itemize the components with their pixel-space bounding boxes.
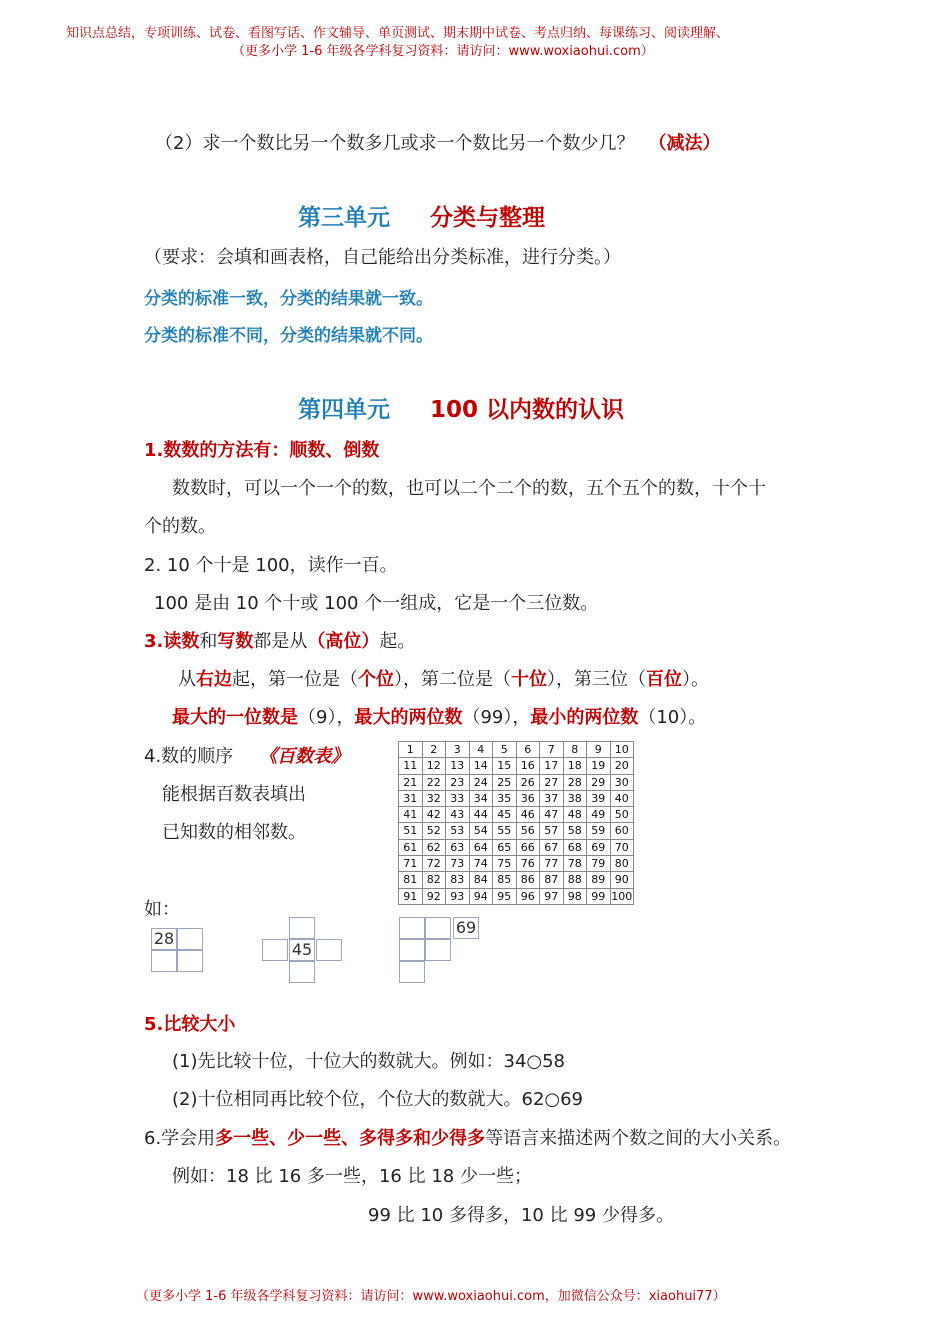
hundred-chart-cell: 68	[564, 840, 588, 856]
read-number: 3.读数	[144, 631, 200, 652]
hundred-chart-cell: 26	[517, 775, 541, 791]
hundred-chart-cell: 45	[493, 807, 517, 823]
hundred-chart-cell: 37	[540, 791, 564, 807]
intro-answer: （减法）	[648, 133, 721, 154]
hundred-chart-cell: 12	[423, 758, 447, 774]
hundred-chart-cell: 11	[399, 758, 423, 774]
puzzle2-cell	[262, 939, 288, 961]
hundred-chart-cell: 64	[470, 840, 494, 856]
hundred-chart-cell: 31	[399, 791, 423, 807]
hundred-chart-cell: 87	[540, 872, 564, 888]
hundred-chart-cell: 28	[564, 775, 588, 791]
puzzle3-cell	[399, 917, 425, 939]
hundred-chart-cell: 91	[399, 889, 423, 905]
unit4-heading	[298, 391, 624, 424]
hundred-chart-cell: 42	[423, 807, 447, 823]
hundreds-place: 百位	[646, 669, 682, 690]
hundred-chart-cell: 3	[446, 742, 470, 758]
hundred-chart	[398, 741, 634, 905]
hundred-chart-cell: 83	[446, 872, 470, 888]
section-1-line-2: 个的数。	[144, 516, 216, 537]
hundred-chart-cell: 96	[517, 889, 541, 905]
hundred-chart-cell: 10	[611, 742, 635, 758]
hundred-chart-cell: 85	[493, 872, 517, 888]
largest-one-digit: 最大的一位数是	[172, 707, 298, 728]
hundred-chart-cell: 95	[493, 889, 517, 905]
puzzle2-cell	[316, 939, 342, 961]
puzzle1-cell-28: 28	[151, 928, 177, 950]
hundred-chart-cell: 44	[470, 807, 494, 823]
hundred-chart-cell: 2	[423, 742, 447, 758]
smallest-two-digit-value: （10）。	[638, 707, 707, 728]
hundred-chart-cell: 65	[493, 840, 517, 856]
start-end-text: 起。	[379, 631, 416, 652]
hundred-chart-cell: 82	[423, 872, 447, 888]
hundred-chart-cell: 71	[399, 856, 423, 872]
hundred-chart-cell: 58	[564, 823, 588, 839]
unit3-topic: 分类与整理	[430, 205, 545, 231]
hundred-chart-cell: 51	[399, 823, 423, 839]
header-line-2: （更多小学 1-6 年级各学科复习资料：请访问：www.woxiaohui.com）	[232, 44, 654, 59]
unit3-heading	[298, 199, 545, 232]
section-1-line-1: 数数时，可以一个一个的数，也可以二个二个的数，五个五个的数，十个十	[172, 478, 766, 499]
hundred-chart-cell: 23	[446, 775, 470, 791]
hundred-chart-cell: 40	[611, 791, 635, 807]
hundred-chart-cell: 15	[493, 758, 517, 774]
and-text: 和	[199, 631, 218, 652]
puzzle3-cell	[425, 917, 451, 939]
hundred-chart-cell: 25	[493, 775, 517, 791]
hundred-chart-cell: 75	[493, 856, 517, 872]
hundred-chart-cell: 50	[611, 807, 635, 823]
puzzle1-cell	[177, 950, 203, 972]
hundred-chart-cell: 49	[587, 807, 611, 823]
hundred-chart-cell: 55	[493, 823, 517, 839]
hundred-chart-cell: 18	[564, 758, 588, 774]
section-3-line-3	[172, 703, 706, 729]
comparison-words: 多一些、少一些、多得多和少得多	[215, 1128, 486, 1149]
largest-two-digit-value: （99），	[462, 707, 531, 728]
puzzle2-cell	[289, 961, 315, 983]
hundred-chart-cell: 63	[446, 840, 470, 856]
hundred-chart-cell: 16	[517, 758, 541, 774]
hundred-chart-cell: 36	[517, 791, 541, 807]
hundred-chart-cell: 74	[470, 856, 494, 872]
section-2-line-1: 2. 10 个十是 100，读作一百。	[144, 555, 398, 576]
hundred-chart-cell: 80	[611, 856, 635, 872]
hundred-chart-cell: 5	[493, 742, 517, 758]
intro-line	[155, 129, 720, 155]
section-5-title: 5.比较大小	[144, 1014, 236, 1035]
hundred-chart-cell: 41	[399, 807, 423, 823]
hundred-chart-cell: 70	[611, 840, 635, 856]
from-text: 从	[178, 669, 196, 690]
footer: （更多小学 1-6 年级各学科复习资料：请访问：www.woxiaohui.com，加微信公众号：xiaohui77）	[136, 1289, 726, 1304]
order-label: 4.数的顺序	[144, 746, 234, 767]
section-4-label	[144, 742, 349, 768]
hundred-chart-cell: 7	[540, 742, 564, 758]
hundred-chart-cell: 84	[470, 872, 494, 888]
hundred-chart-cell: 21	[399, 775, 423, 791]
hundred-chart-cell: 94	[470, 889, 494, 905]
hundred-chart-cell: 92	[423, 889, 447, 905]
hundred-chart-cell: 56	[517, 823, 541, 839]
hundred-chart-cell: 60	[611, 823, 635, 839]
second-place-text: ），第二位是（	[394, 669, 511, 690]
close-text: ）。	[682, 669, 709, 690]
hundred-chart-cell: 78	[564, 856, 588, 872]
hundred-chart-cell: 8	[564, 742, 588, 758]
hundred-chart-cell: 43	[446, 807, 470, 823]
hundred-chart-cell: 14	[470, 758, 494, 774]
intro-question: （2）求一个数比另一个数多几或求一个数比另一个数少几？	[155, 133, 635, 154]
hundred-chart-cell: 20	[611, 758, 635, 774]
write-number: 写数	[217, 631, 254, 652]
first-place-text: 起，第一位是（	[232, 669, 358, 690]
puzzle1-cell	[177, 928, 203, 950]
hundred-chart-cell: 46	[517, 807, 541, 823]
puzzle1-cell	[151, 950, 177, 972]
hundred-chart-cell: 61	[399, 840, 423, 856]
largest-two-digit: 最大的两位数	[354, 707, 463, 728]
section-1-title: 1.数数的方法有：顺数、倒数	[144, 440, 380, 461]
hundred-chart-cell: 22	[423, 775, 447, 791]
section-4-desc-2: 已知数的相邻数。	[162, 822, 306, 843]
section-2-line-2: 100 是由 10 个十或 100 个一组成，它是一个三位数。	[154, 593, 599, 614]
hundred-chart-cell: 29	[587, 775, 611, 791]
hundred-chart-cell: 27	[540, 775, 564, 791]
hundred-chart-cell: 34	[470, 791, 494, 807]
puzzle2-cell	[289, 917, 315, 939]
describe-text: 等语言来描述两个数之间的大小关系。	[485, 1128, 792, 1149]
hundred-chart-cell: 81	[399, 872, 423, 888]
hundred-chart-title: 《百数表》	[259, 746, 350, 767]
hundred-chart-cell: 100	[611, 889, 635, 905]
puzzle3-cell-69: 69	[453, 917, 479, 939]
ones-place: 个位	[358, 669, 394, 690]
hundred-chart-cell: 59	[587, 823, 611, 839]
unit3-rule-1: 分类的标准一致，分类的结果就一致。	[144, 289, 433, 309]
hundred-chart-cell: 38	[564, 791, 588, 807]
puzzle3-cell	[399, 961, 425, 983]
start-from-text: 都是从	[253, 631, 308, 652]
hundred-chart-cell: 90	[611, 872, 635, 888]
hundred-chart-cell: 72	[423, 856, 447, 872]
unit3-requirement: （要求：会填和画表格，自己能给出分类标准，进行分类。）	[144, 247, 621, 268]
unit3-rule-2: 分类的标准不同，分类的结果就不同。	[144, 326, 433, 346]
unit4-topic: 100 以内数的认识	[430, 397, 625, 423]
puzzle3-cell	[425, 939, 451, 961]
example-label: 如：	[144, 899, 180, 920]
hundred-chart-cell: 73	[446, 856, 470, 872]
hundred-chart-cell: 88	[564, 872, 588, 888]
hundred-chart-cell: 79	[587, 856, 611, 872]
learn-to-use: 6.学会用	[144, 1128, 216, 1149]
section-6-example-2: 99 比 10 多得多，10 比 99 少得多。	[368, 1205, 674, 1226]
hundred-chart-cell: 30	[611, 775, 635, 791]
hundred-chart-cell: 98	[564, 889, 588, 905]
hundred-chart-cell: 19	[587, 758, 611, 774]
largest-one-digit-value: （9），	[298, 707, 355, 728]
hundred-chart-cell: 57	[540, 823, 564, 839]
hundred-chart-cell: 76	[517, 856, 541, 872]
puzzle2-cell-45: 45	[289, 939, 315, 961]
section-5-line-1: (1)先比较十位，十位大的数就大。例如：34○58	[172, 1051, 566, 1072]
section-3-line-2	[178, 665, 709, 691]
hundred-chart-cell: 54	[470, 823, 494, 839]
hundred-chart-cell: 32	[423, 791, 447, 807]
section-3-line-1	[144, 627, 415, 653]
hundred-chart-cell: 48	[564, 807, 588, 823]
hundred-chart-cell: 33	[446, 791, 470, 807]
hundred-chart-cell: 13	[446, 758, 470, 774]
hundred-chart-cell: 52	[423, 823, 447, 839]
hundred-chart-cell: 17	[540, 758, 564, 774]
hundred-chart-cell: 97	[540, 889, 564, 905]
hundred-chart-cell: 1	[399, 742, 423, 758]
section-4-desc-1: 能根据百数表填出	[162, 784, 306, 805]
hundred-chart-cell: 9	[587, 742, 611, 758]
tens-place: 十位	[511, 669, 547, 690]
unit3-label: 第三单元	[298, 205, 390, 231]
hundred-chart-cell: 53	[446, 823, 470, 839]
smallest-two-digit: 最小的两位数	[530, 707, 639, 728]
hundred-chart-cell: 86	[517, 872, 541, 888]
hundred-chart-cell: 4	[470, 742, 494, 758]
header-line-1: 知识点总结，专项训练、试卷、看图写话、作文辅导、单页测试、期末期中试卷、考点归纳、每课练习、阅读理解、	[66, 26, 730, 41]
hundred-chart-cell: 67	[540, 840, 564, 856]
hundred-chart-cell: 39	[587, 791, 611, 807]
hundred-chart-cell: 89	[587, 872, 611, 888]
hundred-chart-cell: 77	[540, 856, 564, 872]
unit4-label: 第四单元	[298, 397, 390, 423]
hundred-chart-cell: 69	[587, 840, 611, 856]
hundred-chart-cell: 47	[540, 807, 564, 823]
hundred-chart-cell: 35	[493, 791, 517, 807]
hundred-chart-cell: 6	[517, 742, 541, 758]
section-5-line-2: (2)十位相同再比较个位，个位大的数就大。62○69	[172, 1089, 584, 1110]
section-6-example-1: 例如：18 比 16 多一些，16 比 18 少一些；	[172, 1166, 532, 1187]
high-place: （高位）	[307, 631, 380, 652]
hundred-chart-cell: 99	[587, 889, 611, 905]
hundred-chart-cell: 24	[470, 775, 494, 791]
third-place-text: ），第三位（	[547, 669, 646, 690]
hundred-chart-cell: 62	[423, 840, 447, 856]
hundred-chart-cell: 93	[446, 889, 470, 905]
section-6-line-1	[144, 1124, 791, 1150]
right-side: 右边	[196, 669, 232, 690]
puzzle3-cell	[399, 939, 425, 961]
hundred-chart-cell: 66	[517, 840, 541, 856]
